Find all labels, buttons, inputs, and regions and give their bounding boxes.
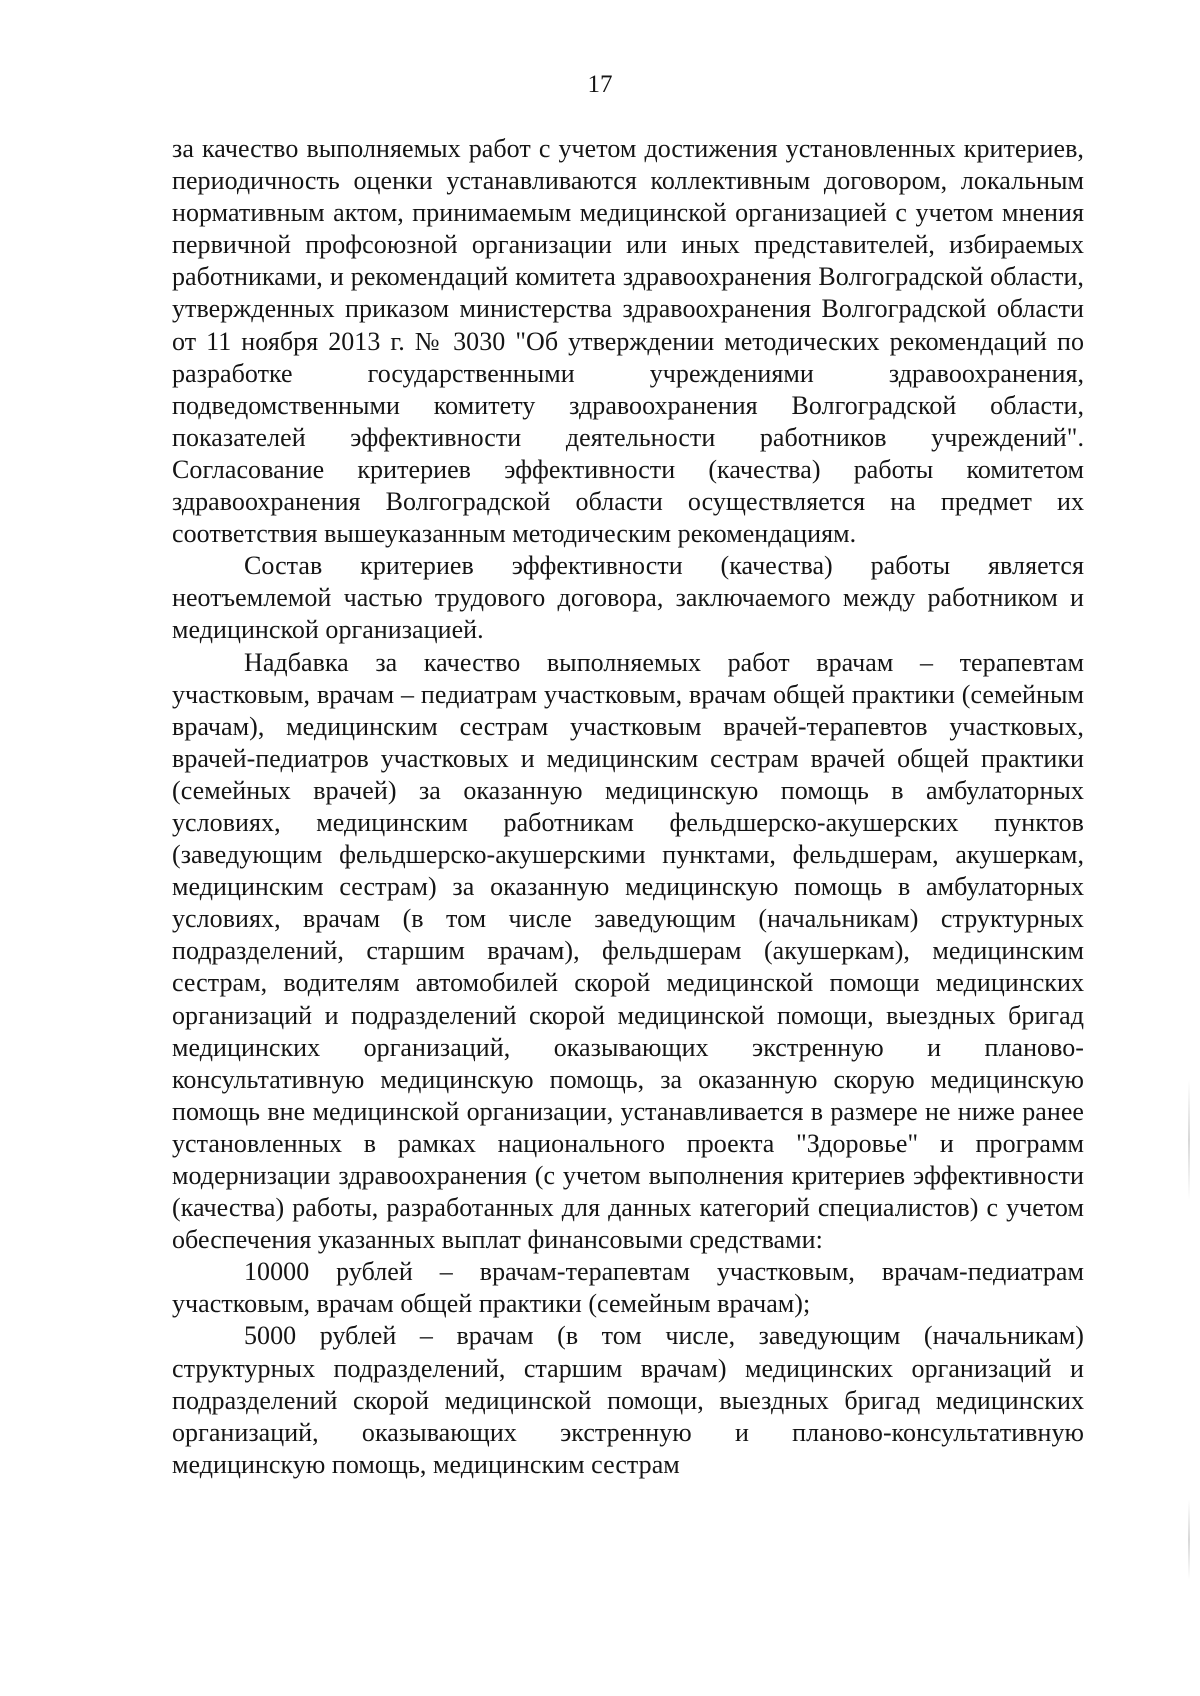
paragraph-continuation: за качество выполняемых работ с учетом достижения установленных критериев, периодичность оценки устанавливаются коллективным договором, локальным нормативным актом, принимаемым медицинской организацией с учетом мнения первичной профсоюзной организации или иных представителей, избираемых работниками, и рекомендаций комитета здравоохранения Волгоградской области, утвержденных приказом министерства здравоохранения Волгоградской области от 11 ноября 2013 г. № 3030 "Об утверждении методических рекомендаций по разработке государственными учреждениями здравоохранения, подведомственными комитету здравоохранения Волгоградской области, показателей эффективности деятельности работников учреждений". Согласование критериев эффективности (качества) работы комитетом здравоохранения Волгоградской области осуществляется на предмет их соответствия вышеуказанным методическим рекомендациям.	[172, 134, 1084, 549]
document-body	[172, 133, 1084, 1481]
paragraph-10000-rubles: 10000 рублей – врачам-терапевтам участковым, врачам-педиатрам участковым, врачам общей практики (семейным врачам);	[172, 1257, 1084, 1319]
paragraph-quality-allowance: Надбавка за качество выполняемых работ врачам – терапевтам участковым, врачам – педиатрам участковым, врачам общей практики (семейным врачам), медицинским сестрам участковым врачей-терапевтов участковых, врачей-педиатров участковых и медицинским сестрам врачей общей практики (семейных врачей) за оказанную медицинскую помощь в амбулаторных условиях, медицинским работникам фельдшерско-акушерских пунктов (заведующим фельдшерско-акушерскими пунктами, фельдшерам, акушеркам, медицинским сестрам) за оказанную медицинскую помощь в амбулаторных условиях, врачам (в том числе заведующим (начальникам) структурных подразделений, старшим врачам), фельдшерам (акушеркам), медицинским сестрам, водителям автомобилей скорой медицинской помощи медицинских организаций и подразделений скорой медицинской помощи, выездных бригад медицинских организаций, оказывающих экстренную и планово-консультативную медицинскую помощь, за оказанную скорую медицинскую помощь вне медицинской организации, устанавливается в размере не ниже ранее установленных в рамках национального проекта "Здоровье" и программ модернизации здравоохранения (с учетом выполнения критериев эффективности (качества) работы, разработанных для данных категорий специалистов) с учетом обеспечения указанных выплат финансовыми средствами:	[172, 647, 1084, 1255]
page-number: 17	[587, 71, 613, 98]
paragraph-5000-rubles: 5000 рублей – врачам (в том числе, заведующим (начальникам) структурных подразделений, старшим врачам) медицинских организаций и подразделений скорой медицинской помощи, выездных бригад медицинских организаций, оказывающих экстренную и планово-консультативную медицинскую помощь, медицинским сестрам	[172, 1321, 1084, 1479]
scan-edge-artifact	[1188, 1080, 1190, 1200]
paragraph-criteria-composition: Состав критериев эффективности (качества) работы является неотъемлемой частью трудового договора, заключаемого между работником и медицинской организацией.	[172, 551, 1084, 645]
scan-edge-artifact	[1188, 1500, 1190, 1580]
